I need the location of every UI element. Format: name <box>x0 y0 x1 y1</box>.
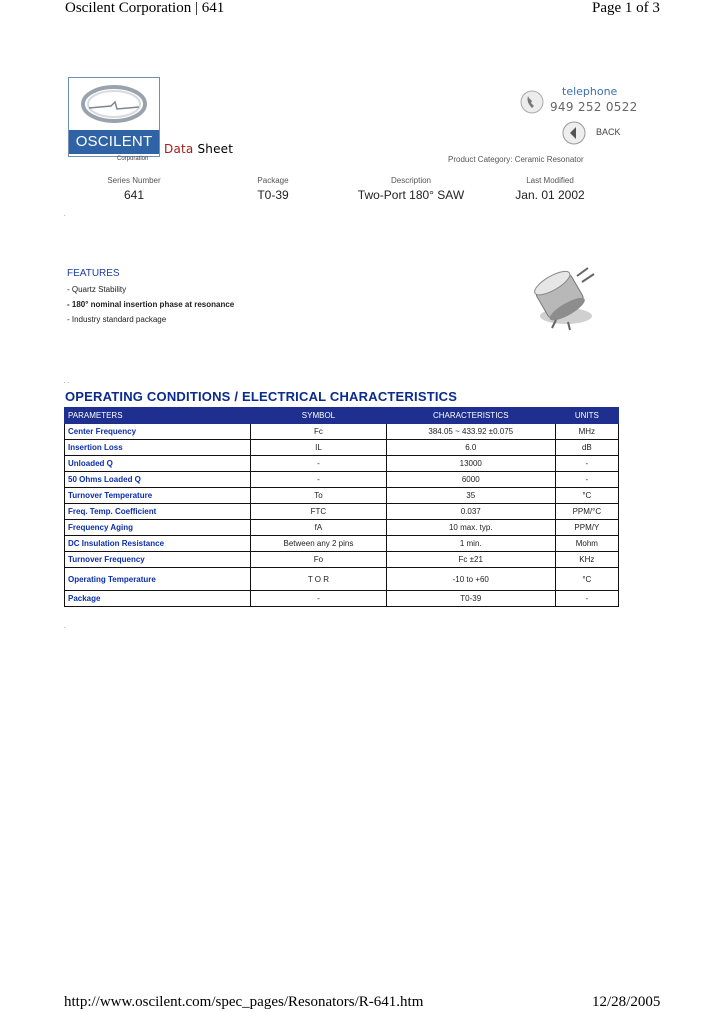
features-title: FEATURES <box>67 268 120 279</box>
param-cell: Turnover Frequency <box>65 552 251 568</box>
table-row <box>65 568 619 591</box>
units-cell: dB <box>555 440 618 456</box>
data-sheet-word2: Sheet <box>197 142 234 156</box>
symbol-cell: Between any 2 pins <box>251 536 387 552</box>
meta-label-description: Description <box>390 176 431 185</box>
meta-value-description: Two-Port 180° SAW <box>357 188 465 202</box>
characteristics-cell: T0-39 <box>386 591 555 607</box>
telephone-number: 949 252 0522 <box>550 100 638 114</box>
data-sheet-title <box>164 142 233 156</box>
table-header-row <box>65 408 619 424</box>
units-cell: - <box>555 472 618 488</box>
units-cell: - <box>555 591 618 607</box>
symbol-cell: To <box>251 488 387 504</box>
spec-table <box>64 407 619 607</box>
characteristics-cell: -10 to +60 <box>386 568 555 591</box>
header-parameters: PARAMETERS <box>65 408 251 424</box>
feature-item: - Industry standard package <box>67 315 167 324</box>
header-units: UNITS <box>555 408 618 424</box>
logo-subtitle: Corporation <box>117 156 149 162</box>
units-cell: °C <box>555 488 618 504</box>
table-row <box>65 472 619 488</box>
units-cell: MHz <box>555 424 618 440</box>
symbol-cell: fA <box>251 520 387 536</box>
header-characteristics: CHARACTERISTICS <box>386 408 555 424</box>
data-sheet-word1: Data <box>164 142 194 156</box>
table-row <box>65 536 619 552</box>
characteristics-cell: 6000 <box>386 472 555 488</box>
ring-logo-icon <box>69 78 159 130</box>
symbol-cell: - <box>251 472 387 488</box>
page-number: Page 1 of 3 <box>592 0 660 16</box>
divider-dot: . <box>64 624 66 630</box>
units-cell: KHz <box>555 552 618 568</box>
section-title: OPERATING CONDITIONS / ELECTRICAL CHARACTERISTICS <box>65 389 458 404</box>
table-row <box>65 488 619 504</box>
footer-url[interactable]: http://www.oscilent.com/spec_pages/Resonators/R-641.htm <box>64 994 424 1010</box>
units-cell: PPM/°C <box>555 504 618 520</box>
back-arrow-icon[interactable] <box>562 121 586 150</box>
page-header-title: Oscilent Corporation | 641 <box>65 0 225 16</box>
characteristics-cell: 6.0 <box>386 440 555 456</box>
characteristics-cell: 0.037 <box>386 504 555 520</box>
meta-label-series: Series Number <box>107 176 161 185</box>
characteristics-cell: 1 min. <box>386 536 555 552</box>
telephone-label: telephone <box>562 85 618 98</box>
symbol-cell: IL <box>251 440 387 456</box>
symbol-cell: T O R <box>251 568 387 591</box>
units-cell: - <box>555 456 618 472</box>
table-row <box>65 456 619 472</box>
oscilent-logo[interactable] <box>68 77 160 157</box>
symbol-cell: FTC <box>251 504 387 520</box>
characteristics-cell: 384.05 ~ 433.92 ±0.075 <box>386 424 555 440</box>
table-row <box>65 424 619 440</box>
characteristics-cell: 13000 <box>386 456 555 472</box>
feature-item: - 180° nominal insertion phase at resonance <box>67 300 235 309</box>
table-row <box>65 591 619 607</box>
param-cell: 50 Ohms Loaded Q <box>65 472 251 488</box>
table-row <box>65 504 619 520</box>
feature-item: - Quartz Stability <box>67 285 127 294</box>
symbol-cell: - <box>251 591 387 607</box>
meta-label-package: Package <box>257 176 289 185</box>
param-cell: Frequency Aging <box>65 520 251 536</box>
table-row <box>65 520 619 536</box>
characteristics-cell: Fc ±21 <box>386 552 555 568</box>
characteristics-cell: 10 max. typ. <box>386 520 555 536</box>
product-photo <box>522 258 602 338</box>
meta-value-series: 641 <box>123 188 145 202</box>
divider-dot: . . <box>64 379 70 385</box>
units-cell: Mohm <box>555 536 618 552</box>
meta-label-modified: Last Modified <box>526 176 574 185</box>
logo-name: OSCILENT <box>69 130 159 154</box>
back-link[interactable]: BACK <box>596 127 621 137</box>
header-symbol: SYMBOL <box>251 408 387 424</box>
symbol-cell: - <box>251 456 387 472</box>
table-row <box>65 440 619 456</box>
param-cell: Turnover Temperature <box>65 488 251 504</box>
param-cell: Unloaded Q <box>65 456 251 472</box>
footer-date: 12/28/2005 <box>592 994 661 1010</box>
product-category: Product Category: Ceramic Resonator <box>448 155 584 164</box>
symbol-cell: Fo <box>251 552 387 568</box>
meta-value-modified: Jan. 01 2002 <box>515 188 585 202</box>
param-cell: Package <box>65 591 251 607</box>
param-cell: Insertion Loss <box>65 440 251 456</box>
param-cell: Operating Temperature <box>65 568 251 591</box>
divider-dot: . <box>64 212 66 218</box>
param-cell: Freq. Temp. Coefficient <box>65 504 251 520</box>
symbol-cell: Fc <box>251 424 387 440</box>
param-cell: DC Insulation Resistance <box>65 536 251 552</box>
telephone-icon <box>520 90 544 119</box>
meta-value-package: T0-39 <box>257 188 289 202</box>
table-row <box>65 552 619 568</box>
param-cell: Center Frequency <box>65 424 251 440</box>
characteristics-cell: 35 <box>386 488 555 504</box>
units-cell: PPM/Y <box>555 520 618 536</box>
units-cell: °C <box>555 568 618 591</box>
